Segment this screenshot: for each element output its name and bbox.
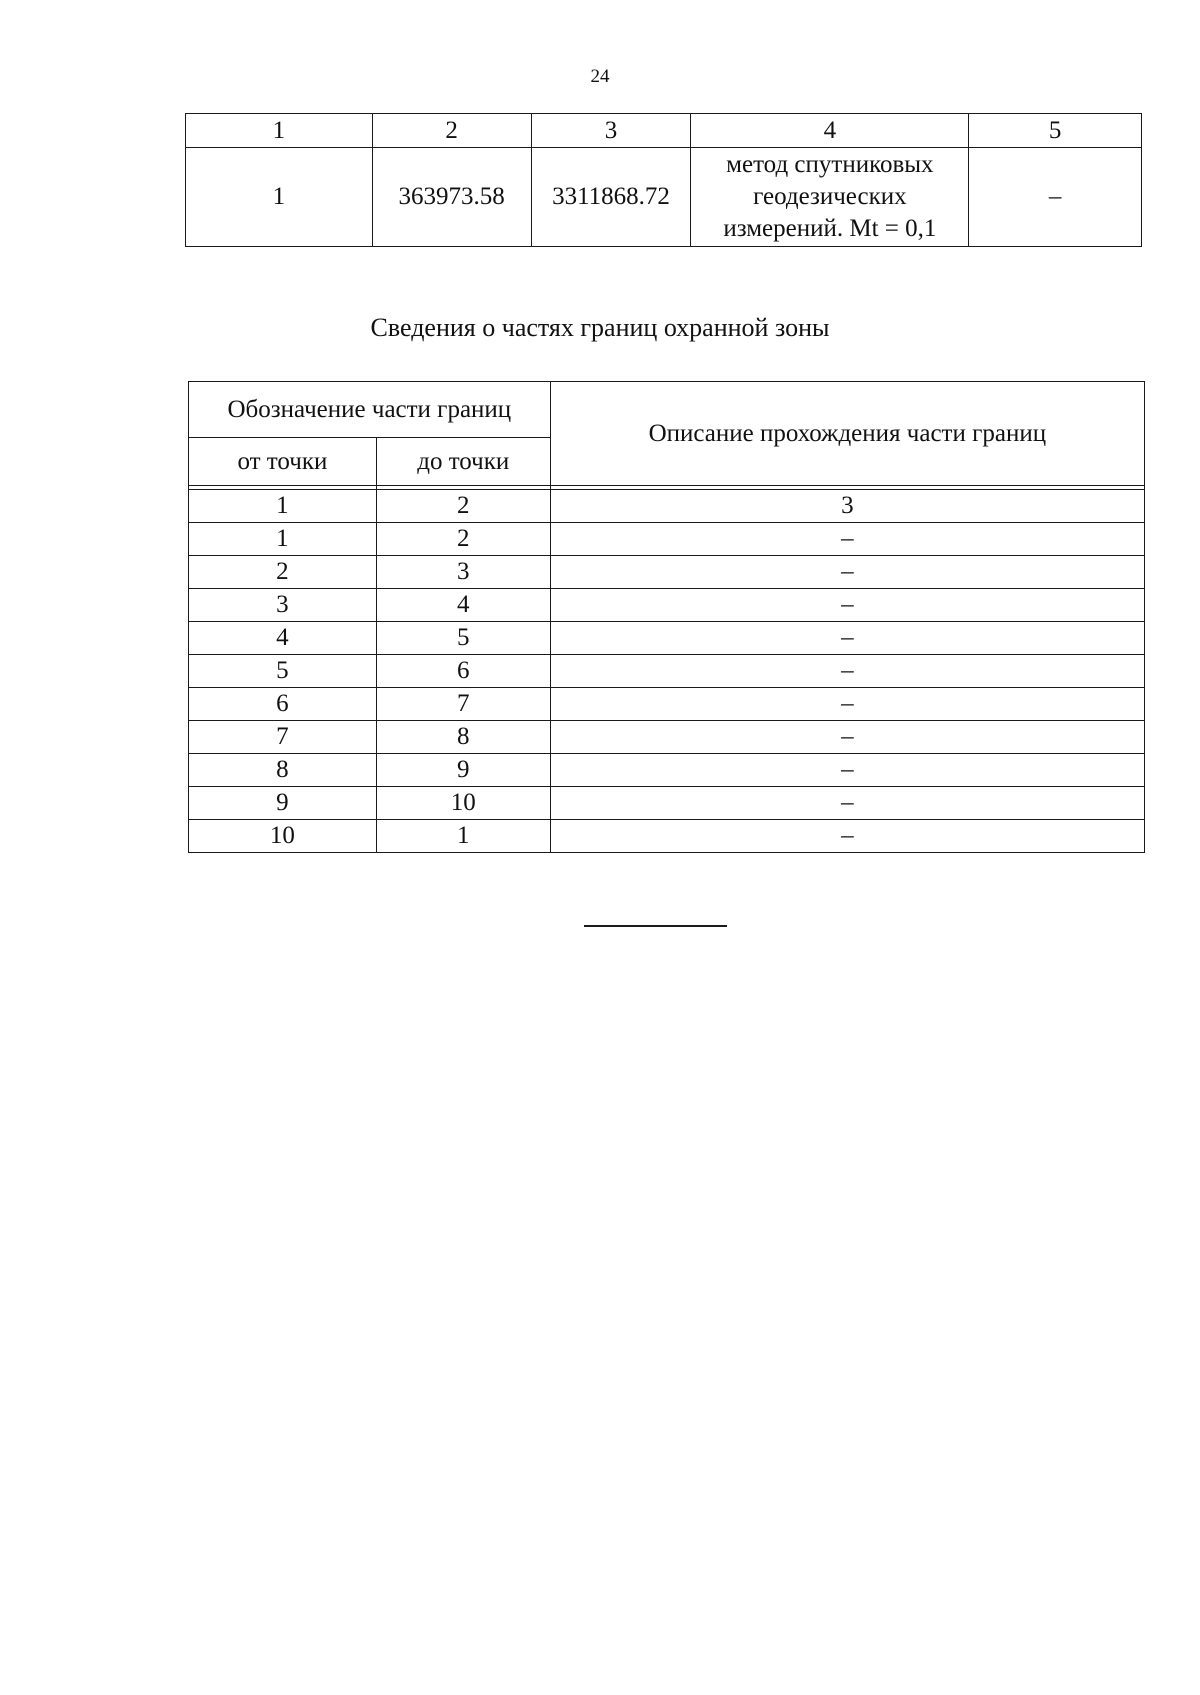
description-cell: –	[550, 523, 1144, 556]
table-row	[189, 523, 1145, 556]
table-row	[189, 820, 1145, 853]
to-point-cell: 8	[376, 721, 550, 754]
description-cell: –	[969, 148, 1142, 247]
to-point-cell: 3	[376, 556, 550, 589]
column-number-header: 1	[186, 114, 373, 148]
point-number-cell: 1	[186, 148, 373, 247]
to-point-cell: 9	[376, 754, 550, 787]
description-cell: –	[550, 589, 1144, 622]
table-row	[189, 688, 1145, 721]
method-line: метод спутниковых	[726, 151, 934, 178]
to-point-cell: 10	[376, 787, 550, 820]
from-point-cell: 8	[189, 754, 377, 787]
from-point-cell: 3	[189, 589, 377, 622]
end-rule	[584, 925, 727, 927]
page-number: 24	[590, 66, 610, 87]
from-point-cell: 2	[189, 556, 377, 589]
description-cell: –	[550, 655, 1144, 688]
description-cell: 3	[550, 490, 1144, 523]
description-cell: –	[550, 688, 1144, 721]
from-point-cell: 1	[189, 523, 377, 556]
from-point-cell: 6	[189, 688, 377, 721]
method-line: геодезических	[753, 183, 907, 210]
to-point-cell: 1	[376, 820, 550, 853]
method-cell	[691, 148, 969, 247]
table-row	[189, 589, 1145, 622]
to-point-cell: 2	[376, 523, 550, 556]
parts-table-body	[189, 490, 1145, 853]
from-point-cell: 4	[189, 622, 377, 655]
description-cell: –	[550, 754, 1144, 787]
to-point-cell: 7	[376, 688, 550, 721]
description-cell: –	[550, 622, 1144, 655]
section-title: Сведения о частях границ охранной зоны	[370, 313, 830, 342]
to-point-cell: 6	[376, 655, 550, 688]
from-point-cell: 1	[189, 490, 377, 523]
to-point-cell: 4	[376, 589, 550, 622]
table-row	[189, 490, 1145, 523]
column-number-header: 2	[372, 114, 531, 148]
from-point-header: от точки	[189, 438, 377, 486]
from-point-cell: 10	[189, 820, 377, 853]
column-number-header: 4	[691, 114, 969, 148]
from-point-cell: 5	[189, 655, 377, 688]
table-row	[189, 787, 1145, 820]
description-cell: –	[550, 721, 1144, 754]
to-point-cell: 2	[376, 490, 550, 523]
coordinates-row	[186, 148, 1142, 247]
description-cell: –	[550, 820, 1144, 853]
from-point-cell: 9	[189, 787, 377, 820]
coordinates-header-row	[186, 114, 1142, 148]
x-coordinate-cell: 363973.58	[372, 148, 531, 247]
table-row	[189, 622, 1145, 655]
description-cell: –	[550, 787, 1144, 820]
table-row	[189, 721, 1145, 754]
parts-header-row	[189, 382, 1145, 438]
table-row	[189, 556, 1145, 589]
method-line: измерений. Mt = 0,1	[723, 215, 937, 242]
description-header: Описание прохождения части границ	[550, 382, 1144, 486]
from-point-cell: 7	[189, 721, 377, 754]
y-coordinate-cell: 3311868.72	[531, 148, 691, 247]
boundary-parts-table	[188, 381, 1145, 853]
to-point-header: до точки	[376, 438, 550, 486]
column-number-header: 3	[531, 114, 691, 148]
group-header: Обозначение части границ	[189, 382, 551, 438]
table-row	[189, 754, 1145, 787]
description-cell: –	[550, 556, 1144, 589]
column-number-header: 5	[969, 114, 1142, 148]
table-row	[189, 655, 1145, 688]
coordinates-table	[185, 113, 1142, 247]
to-point-cell: 5	[376, 622, 550, 655]
